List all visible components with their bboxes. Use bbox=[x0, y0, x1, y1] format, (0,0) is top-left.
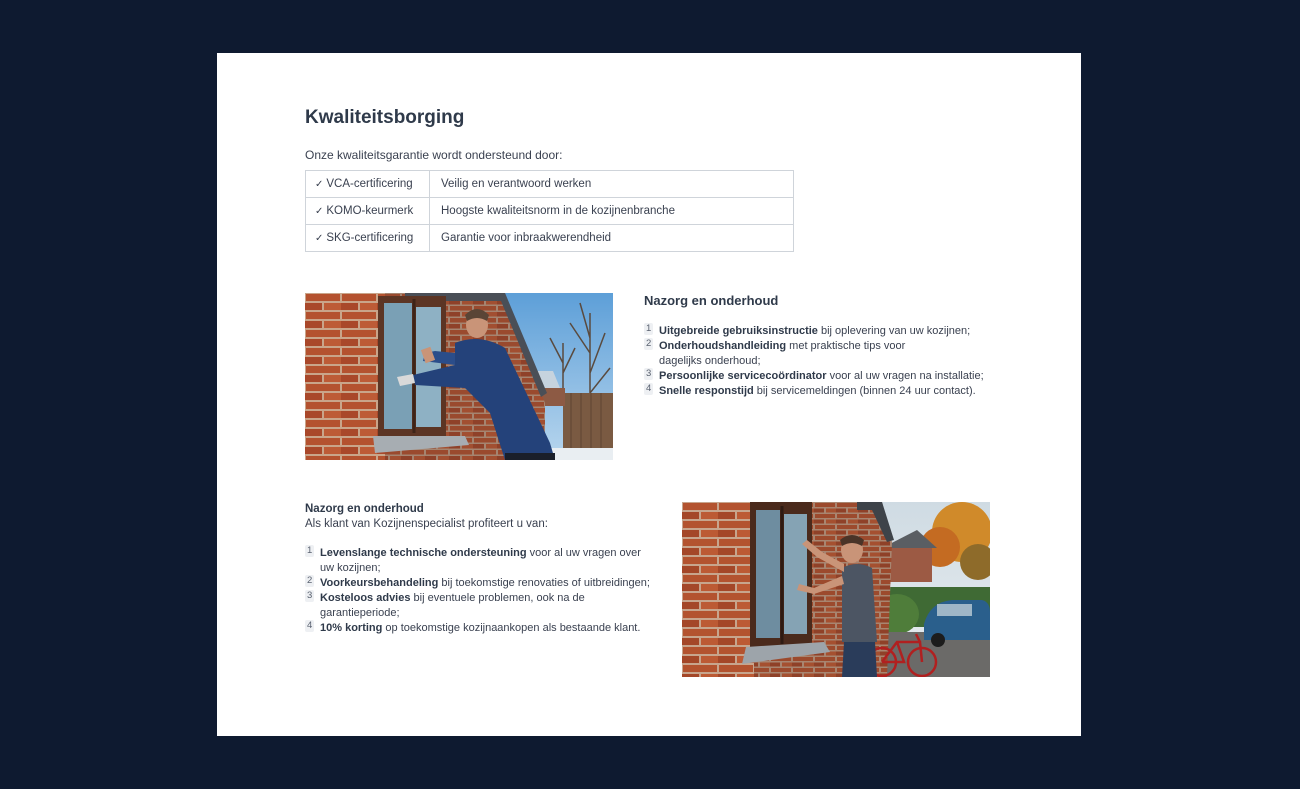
list-item bbox=[644, 339, 989, 369]
list-item-bold: Kosteloos advies bbox=[320, 592, 411, 604]
list-number: 4 bbox=[646, 383, 652, 394]
certification-name: VCA-certificering bbox=[326, 178, 413, 190]
table-row bbox=[306, 171, 794, 198]
document-page bbox=[217, 53, 1081, 736]
list-item-text: voor al uw vragen na installatie; bbox=[826, 370, 984, 382]
list-item-text: op toekomstige kozijnaankopen als bestaande klant. bbox=[382, 622, 641, 634]
table-row bbox=[306, 225, 794, 252]
window-cleaning-photo bbox=[305, 293, 613, 460]
list-number: 3 bbox=[307, 590, 313, 601]
list-item-text: bij eventuele problemen, ook na de garantieperiode; bbox=[320, 592, 585, 619]
page-title: Kwaliteitsborging bbox=[305, 107, 465, 128]
aftercare-title: Nazorg en onderhoud bbox=[644, 293, 779, 308]
table-row bbox=[306, 198, 794, 225]
benefits-subtitle: Als klant van Kozijnenspecialist profiteert u van: bbox=[305, 518, 548, 530]
list-item-bold: 10% korting bbox=[320, 622, 383, 634]
list-number: 1 bbox=[646, 323, 652, 334]
check-icon: ✓ bbox=[315, 179, 324, 190]
list-number: 2 bbox=[646, 338, 652, 349]
check-icon: ✓ bbox=[315, 206, 324, 217]
list-item bbox=[644, 384, 989, 399]
window-inspection-photo bbox=[682, 502, 990, 677]
certification-table bbox=[305, 170, 794, 252]
list-item-bold: Persoonlijke servicecoördinator bbox=[659, 370, 827, 382]
certification-name-cell bbox=[306, 225, 430, 252]
list-number: 2 bbox=[307, 575, 313, 586]
list-item-text: bij toekomstige renovaties of uitbreidingen; bbox=[438, 577, 650, 589]
list-item bbox=[644, 369, 989, 384]
list-item-bold: Levenslange technische ondersteuning bbox=[320, 547, 527, 559]
certification-name: SKG-certificering bbox=[326, 232, 414, 244]
list-number: 1 bbox=[307, 545, 313, 556]
certification-description: Garantie voor inbraakwerendheid bbox=[430, 225, 794, 252]
list-item-bold: Voorkeursbehandeling bbox=[320, 577, 439, 589]
list-item-text: met praktische tips voor dagelijks onderhoud; bbox=[659, 340, 906, 367]
certification-description: Hoogste kwaliteitsnorm in de kozijnenbranche bbox=[430, 198, 794, 225]
list-item-text: bij oplevering van uw kozijnen; bbox=[817, 325, 971, 337]
list-number: 4 bbox=[307, 620, 313, 631]
benefits-list bbox=[305, 546, 650, 636]
list-item bbox=[644, 324, 989, 339]
list-item bbox=[305, 591, 650, 621]
aftercare-list bbox=[644, 324, 989, 399]
list-item-text: bij servicemeldingen (binnen 24 uur contact). bbox=[753, 385, 976, 397]
list-item-bold: Onderhoudshandleiding bbox=[659, 340, 787, 352]
certification-name-cell bbox=[306, 198, 430, 225]
list-item-bold: Uitgebreide gebruiksinstructie bbox=[659, 325, 818, 337]
benefits-title: Nazorg en onderhoud bbox=[305, 503, 424, 515]
list-item bbox=[305, 546, 650, 576]
list-item bbox=[305, 576, 650, 591]
quality-intro: Onze kwaliteitsgarantie wordt ondersteund door: bbox=[305, 148, 563, 162]
list-item bbox=[305, 621, 650, 636]
certification-name-cell bbox=[306, 171, 430, 198]
certification-description: Veilig en verantwoord werken bbox=[430, 171, 794, 198]
list-item-bold: Snelle responstijd bbox=[659, 385, 754, 397]
list-number: 3 bbox=[646, 368, 652, 379]
certification-name: KOMO-keurmerk bbox=[326, 205, 414, 217]
list-item-text: voor al uw vragen over uw kozijnen; bbox=[320, 547, 641, 574]
check-icon: ✓ bbox=[315, 233, 324, 244]
